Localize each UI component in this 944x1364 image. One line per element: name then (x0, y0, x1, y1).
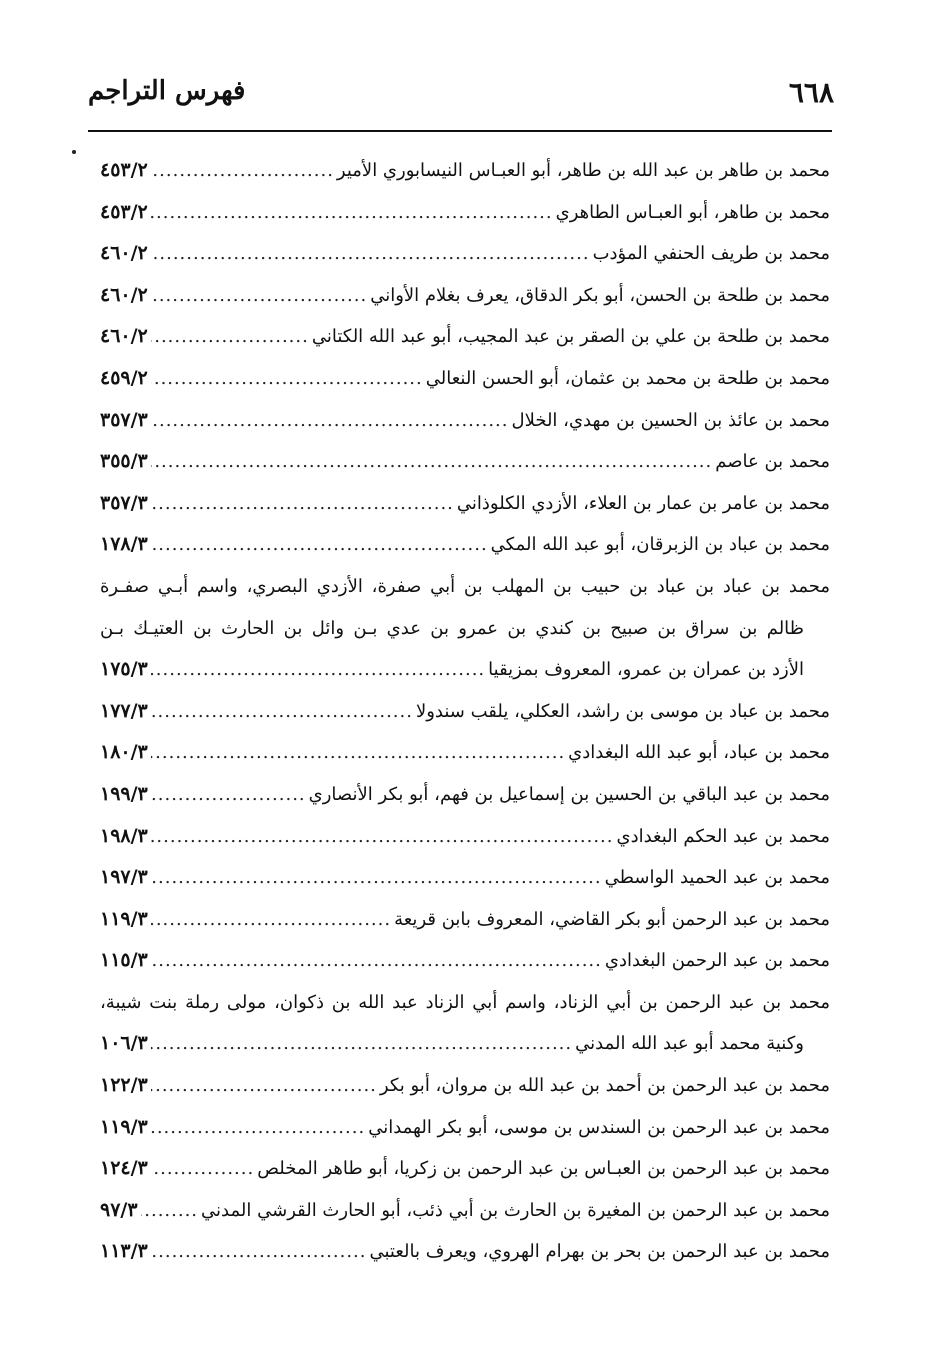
index-entry (100, 524, 830, 566)
page-header (88, 70, 834, 126)
entry-line (100, 691, 830, 733)
entry-name: محمد بن طريف الحنفي المؤدب (592, 243, 830, 265)
entry-name: ظالم بن سراق بن صبيح بن كندي بن عمرو بن عدي بـن وائل بن الحارث بن العتيـك بـن (100, 617, 804, 639)
index-entry (100, 1065, 830, 1107)
dot-leader (151, 940, 602, 982)
entry-name: محمد بن عبد الرحمن البغدادي (604, 950, 830, 972)
entry-name: محمد بن عبد الباقي بن الحسين بن إسماعيل بن فهم، أبو بكر الأنصاري (308, 783, 830, 805)
index-entry (100, 275, 830, 317)
entry-reference: ٣٥٥/٣ (100, 450, 148, 473)
entry-name: محمد بن عباد بن الزبرقان، أبو عبد الله المكي (490, 534, 830, 556)
entry-reference: ٤٥٩/٢ (100, 366, 148, 389)
index-entry (100, 857, 830, 899)
entry-line (100, 982, 830, 1024)
entry-reference: ٣٥٧/٣ (100, 408, 148, 431)
entry-reference: ١٧٨/٣ (100, 533, 148, 556)
entry-line (100, 857, 830, 899)
entry-name: محمد بن عامر بن عمار بن العلاء، الأزدي الكلوذاني (456, 492, 830, 514)
entry-name: وكنية محمد أبو عبد الله المدني (575, 1033, 804, 1055)
entry-reference: ٤٦٠/٢ (100, 325, 148, 348)
entry-line (100, 275, 830, 317)
entry-line (100, 774, 830, 816)
dot-leader (151, 358, 423, 400)
entry-line (100, 1107, 830, 1149)
entry-line (100, 1190, 830, 1232)
dot-leader (151, 774, 306, 816)
dot-leader (151, 233, 590, 275)
entry-name: محمد بن عباد بن عباد بن حبيب بن المهلب بن أبي صفرة، الأزدي البصري، واسم أبـي صفـرة (100, 575, 830, 597)
entry-line (100, 649, 830, 691)
entry-reference: ٤٦٠/٢ (100, 242, 148, 265)
dot-leader (151, 441, 712, 483)
entry-name: محمد بن عبد الحكم البغدادي (616, 825, 830, 847)
entry-line (100, 441, 830, 483)
entry-name: محمد بن طاهر بن عبد الله بن طاهر، أبو العبـاس النيسابوري الأمير (336, 160, 830, 181)
entry-reference: ١١٣/٣ (100, 1240, 148, 1263)
stray-mark (72, 150, 76, 154)
dot-leader (151, 483, 454, 525)
entry-name: محمد بن عبد الرحمن بن بحر بن بهرام الهروي، ويعرف بالعتبي (369, 1241, 830, 1263)
entry-name: محمد بن عبد الرحمن بن أحمد بن عبد الله بن مروان، أبو بكر (379, 1075, 830, 1097)
entry-name: محمد بن عاصم (715, 451, 830, 473)
dot-leader (151, 649, 485, 691)
entry-line (100, 732, 830, 774)
entry-name: محمد بن طلحة بن الحسن، أبو بكر الدقاق، يعرف بغلام الأواني (370, 284, 830, 306)
entry-line (100, 233, 830, 275)
entry-reference: ١١٩/٣ (100, 1115, 148, 1138)
dot-leader (151, 732, 565, 774)
dot-leader (151, 1231, 367, 1273)
entry-reference: ١٧٧/٣ (100, 699, 148, 722)
dot-leader (151, 899, 391, 941)
dot-leader (151, 150, 334, 192)
entry-line (100, 483, 830, 525)
entry-name: الأزد بن عمران بن عمرو، المعروف بمزيقيا (488, 659, 804, 681)
entry-line (100, 400, 830, 442)
index-entry (100, 732, 830, 774)
header-rule (88, 130, 832, 132)
index-entry (100, 316, 830, 358)
entry-name: محمد بن عبد الحميد الواسطي (604, 867, 830, 889)
dot-leader (151, 400, 509, 442)
entry-line (100, 1148, 830, 1190)
entry-reference: ٤٥٣/٢ (100, 159, 148, 181)
entry-name: محمد بن طلحة بن محمد بن عثمان، أبو الحسن النعالي (425, 367, 830, 389)
index-entry (100, 816, 830, 858)
entry-name: محمد بن طلحة بن علي بن الصقر بن عبد المجيب، أبو عبد الله الكتاني (311, 326, 830, 348)
index-entry (100, 1107, 830, 1149)
entry-name: محمد بن عبد الرحمن بن المغيرة بن الحارث بن أبي ذئب، أبو الحارث القرشي المدني (201, 1199, 830, 1221)
entry-reference: ١٢٤/٣ (100, 1157, 148, 1180)
dot-leader (141, 1190, 198, 1232)
entry-reference: ١٩٨/٣ (100, 824, 148, 847)
entry-reference: ٤٦٠/٢ (100, 283, 148, 306)
entry-line (100, 316, 830, 358)
entry-reference: ١٧٥/٣ (100, 658, 148, 681)
index-entry (100, 483, 830, 525)
index-entry (100, 233, 830, 275)
entry-line (100, 150, 830, 192)
dot-leader (151, 1107, 365, 1149)
entry-line (100, 1065, 830, 1107)
entry-line (100, 1023, 830, 1065)
index-entry (100, 1231, 830, 1273)
entry-reference: ١٩٧/٣ (100, 866, 148, 889)
entry-line (100, 524, 830, 566)
entry-reference: ١٠٦/٣ (100, 1032, 148, 1055)
entry-name: محمد بن عبد الرحمن أبو بكر القاضي، المعروف بابن قريعة (394, 908, 830, 930)
dot-leader (151, 857, 602, 899)
entry-line (100, 192, 830, 234)
entry-line (100, 899, 830, 941)
index-entry (100, 566, 830, 691)
index-entry (100, 899, 830, 941)
entry-line (100, 608, 830, 650)
index-entry (100, 150, 830, 192)
dot-leader (151, 275, 367, 317)
index-entry (100, 358, 830, 400)
entry-reference: ٩٧/٣ (100, 1198, 138, 1221)
entry-name: محمد بن عبد الرحمن بن العبـاس بن عبد الرحمن بن زكريا، أبو طاهر المخلص (257, 1158, 830, 1180)
entry-line (100, 566, 830, 608)
index-entry (100, 1148, 830, 1190)
index-entry (100, 982, 830, 1065)
entry-name: محمد بن طاهر، أبو العبـاس الطاهري (555, 201, 830, 223)
dot-leader (151, 524, 488, 566)
index-entry (100, 192, 830, 234)
index-entry (100, 400, 830, 442)
entry-reference: ٣٥٧/٣ (100, 491, 148, 514)
index-entry (100, 774, 830, 816)
entry-reference: ١٨٠/٣ (100, 741, 148, 764)
entry-reference: ١٢٢/٣ (100, 1074, 148, 1097)
index-entry (100, 1190, 830, 1232)
entries-list (100, 150, 830, 1273)
entry-line (100, 1231, 830, 1273)
entry-line (100, 816, 830, 858)
dot-leader (151, 691, 413, 733)
entry-name: محمد بن عباد بن موسى بن راشد، العكلي، يلقب سندولا (415, 700, 830, 722)
dot-leader (151, 1023, 572, 1065)
dot-leader (151, 816, 614, 858)
entry-reference: ٤٥٣/٢ (100, 200, 148, 223)
dot-leader (151, 192, 553, 234)
entry-name: محمد بن عبد الرحمن بن السندس بن موسى، أبو بكر الهمداني (368, 1116, 830, 1138)
entry-name: محمد بن عباد، أبو عبد الله البغدادي (568, 742, 830, 764)
dot-leader (151, 316, 309, 358)
index-entry (100, 940, 830, 982)
index-entry (100, 691, 830, 733)
entry-name: محمد بن عائذ بن الحسين بن مهدي، الخلال (511, 409, 830, 431)
entry-line (100, 358, 830, 400)
index-entry (100, 441, 830, 483)
entry-name: محمد بن عبد الرحمن بن أبي الزناد، واسم أبي الزناد عبد الله بن ذكوان، مولى رملة بنت شيبة، (100, 991, 830, 1013)
entry-reference: ١١٥/٣ (100, 949, 148, 972)
dot-leader (151, 1148, 254, 1190)
entry-line (100, 940, 830, 982)
dot-leader (151, 1065, 377, 1107)
page-title: فهرس التراجم (88, 76, 246, 106)
entry-reference: ١١٩/٣ (100, 907, 148, 930)
entry-reference: ١٩٩/٣ (100, 782, 148, 805)
page-number: ٦٦٨ (788, 76, 834, 109)
